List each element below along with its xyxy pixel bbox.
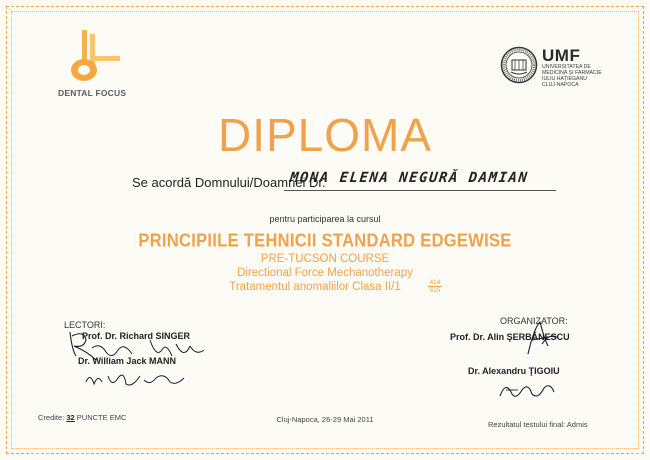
class-fraction-top: 414	[429, 279, 441, 286]
footer-place-date: Cluj-Napoca, 26-29 Mai 2011	[276, 415, 374, 424]
course-subtitle: Tratamentul anomaliilor Clasa II/1	[229, 281, 401, 293]
recipient-intro: Se acordă Domnului/Doamnei Dr.	[132, 175, 326, 190]
credits-prefix: Credite:	[38, 413, 65, 422]
organizer-signature-1	[520, 318, 564, 358]
umf-seal-icon	[500, 46, 538, 84]
lecturer-name: Prof. Dr. Richard SINGER	[82, 331, 191, 341]
organizer-name: Dr. Alexandru ŢIGOIU	[468, 366, 560, 376]
course-subtitle: PRE-TUCSON COURSE	[260, 253, 390, 265]
course-intro: pentru participarea la cursul	[269, 214, 381, 224]
umf-subtitle-line: CLUJ-NAPOCA	[542, 82, 579, 88]
credits-value: 32	[66, 413, 75, 422]
umf-logo	[500, 46, 620, 86]
organizers-label: ORGANIZATOR:	[500, 316, 568, 326]
umf-subtitle-line: UNIVERSITATEA DE	[542, 64, 591, 70]
course-subtitle: Directional Force Mechanotherapy	[237, 267, 413, 279]
footer-result: Rezultatul testului final: Admis	[488, 420, 588, 429]
umf-title: UMF	[542, 46, 581, 65]
course-title: PRINCIPIILE TEHNICII STANDARD EDGEWISE	[138, 230, 512, 252]
recipient-name: MONA ELENA NEGURĂ DAMIAN	[289, 170, 530, 186]
class-fraction	[428, 279, 442, 294]
lecturer-signature-1	[66, 326, 216, 366]
umf-subtitle-line: MEDICINĂ ȘI FARMACIE	[542, 70, 602, 76]
umf-subtitle-line: IULIU HAȚIEGANU	[542, 76, 587, 82]
organizer-signature-2	[496, 378, 560, 402]
lecturer-name: Dr. William Jack MANN	[78, 356, 176, 366]
dental-focus-logo	[58, 28, 128, 96]
organizer-name: Prof. Dr. Alin ŞERBĂNESCU	[450, 332, 570, 342]
dental-focus-name: DENTAL FOCUS	[58, 88, 127, 98]
diploma-title: DIPLOMA	[217, 109, 433, 161]
dental-focus-mark-icon	[62, 28, 122, 86]
class-fraction-bottom: 515	[429, 287, 441, 294]
lecturer-signature-2	[84, 368, 194, 390]
recipient-name-underline	[284, 190, 556, 191]
credits-suffix: PUNCTE EMC	[76, 413, 127, 422]
lecturers-label: LECTORI:	[64, 320, 106, 330]
